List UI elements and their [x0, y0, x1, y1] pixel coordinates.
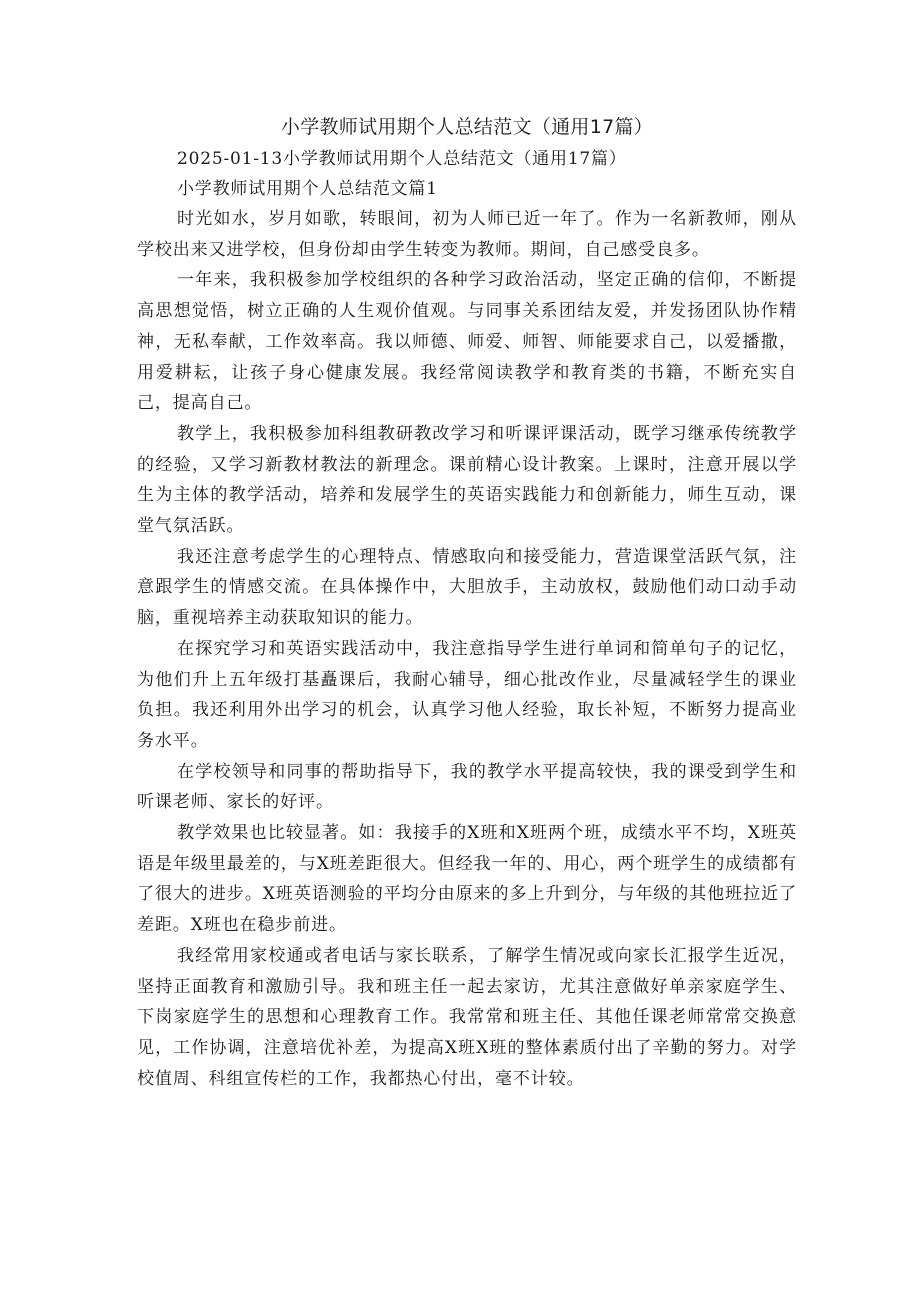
- paragraph-8: 我经常用家校通或者电话与家长联系，了解学生情况或向家长汇报学生近况，坚持正面教育和激励引导。我和班主任一起去家访，尤其注意做好单亲家庭学生、下岗家庭学生的思想和心理教育工作。我常常和班主任、其他任课老师常常交换意见，工作协调，注意培优补差，为提高X班X班的整体素质付出了辛勤的努力。对学校值周、科组宣传栏的工作，我都热心付出，毫不计较。: [137, 945, 797, 1089]
- document-title: 小学教师试用期个人总结范文（通用17篇）: [280, 116, 654, 138]
- paragraph-2: 一年来，我积极参加学校组织的各种学习政治活动，坚定正确的信仰，不断提高思想觉悟，树立正确的人生观价值观。与同事关系团结友爱，并发扬团队协作精神，无私奉献，工作效率高。我以师德、师爱、师智、师能要求自己，以爱播撒，用爱耕耘，让孩子身心健康发展。我经常阅读教学和教育类的书籍，不断充实自己，提高自己。: [137, 270, 797, 414]
- section-heading: 小学教师试用期个人总结范文篇1: [177, 179, 438, 199]
- paragraph-3: 教学上，我积极参加科组教研教改学习和听课评课活动，既学习继承传统教学的经验，又学习新教材教法的新理念。课前精心设计教案。上课时，注意开展以学生为主体的教学活动，培养和发展学生的英语实践能力和创新能力，师生互动，课堂气氛活跃。: [137, 423, 797, 537]
- paragraph-6: 在学校领导和同事的帮助指导下，我的教学水平提高较快，我的课受到学生和听课老师、家长的好评。: [137, 761, 797, 813]
- date-and-title-line: 2025-01-13小学教师试用期个人总结范文（通用17篇）: [177, 149, 627, 169]
- document-body: [137, 112, 797, 1094]
- paragraph-7: 教学效果也比较显著。如：我接手的X班和X班两个班，成绩水平不均，X班英语是年级里最差的，与X班差距很大。但经我一年的、用心，两个班学生的成绩都有了很大的进步。X班英语测验的平均分由原来的多上升到分，与年级的其他班拉近了差距。X班也在稳步前进。: [137, 823, 797, 936]
- paragraph-4: 我还注意考虑学生的心理特点、情感取向和接受能力，营造课堂活跃气氛，注意跟学生的情感交流。在具体操作中，大胆放手，主动放权，鼓励他们动口动手动脑，重视培养主动获取知识的能力。: [137, 546, 797, 629]
- paragraph-1: 时光如水，岁月如歌，转眼间，初为人师已近一年了。作为一名新教师，刚从学校出来又进学校，但身份却由学生转变为教师。期间，自己感受良多。: [137, 209, 797, 260]
- paragraph-5: 在探究学习和英语实践活动中，我注意指导学生进行单词和简单句子的记忆，为他们升上五年级打基矗课后，我耐心辅导，细心批改作业，尽量减轻学生的课业负担。我还利用外出学习的机会，认真学习他人经验，取长补短，不断努力提高业务水平。: [137, 638, 797, 751]
